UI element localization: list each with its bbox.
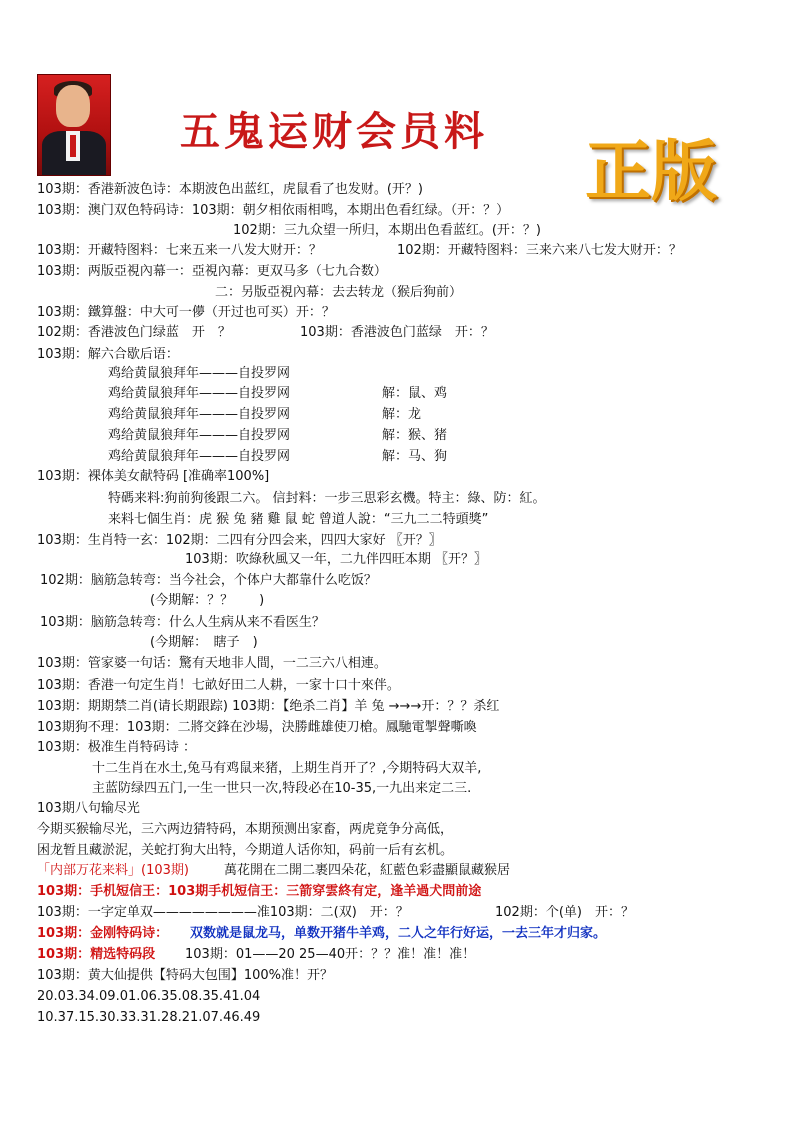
line-riddle-answer-5: 解：马、狗	[382, 449, 448, 464]
line-odd-even-103: 103期：一字定单双————————准103期：二(双) 开：？	[37, 905, 409, 920]
line-zodiac-poem-1: 十二生肖在水土,兔马有鸡鼠来猪，上期生肖开了？,今期特码大双羊,	[92, 761, 482, 776]
line-hk-wave-gate-103: 103期：香港波色门蓝绿 开：？	[300, 325, 494, 340]
line-riddle-heading: 103期：解六合歇后语：	[37, 347, 179, 362]
line-brain-teaser-102-answer: (今期解：？？ )	[150, 593, 265, 608]
line-vajra-poem-text: 双数就是鼠龙马，单数开猪牛羊鸡，二人之年行好运，一去三年才归家。	[190, 926, 607, 941]
line-seven-zodiac: 来料七個生肖：虎 猴 兔 豬 雞 鼠 蛇 曾道人說：“三九二二特頭獎”	[108, 512, 489, 527]
line-selected-range-text: 103期：01——20 25—40开：？？准！准！准！	[185, 947, 476, 962]
line-riddle-row-5: 鸡给黄鼠狼拜年———自投罗网	[108, 449, 291, 464]
line-numbers-row-1: 20.03.34.09.01.06.35.08.35.41.04	[37, 989, 261, 1004]
portrait-tie	[70, 135, 76, 157]
line-hk-wave-gate-102: 102期：香港波色门绿蓝 开 ？	[37, 325, 231, 340]
line-brain-teaser-102: 102期：脑筋急转弯：当今社会，个体户大都靠什么吃饭？	[40, 573, 377, 588]
line-wong-tai-sin: 103期：黄大仙提供【特码大包围】100%准！开？	[37, 968, 333, 983]
line-riddle-row-3: 鸡给黄鼠狼拜年———自投罗网	[108, 407, 291, 422]
line-vajra-poem-label: 103期：金刚特码诗：	[37, 926, 169, 941]
line-internal-flower-text: 萬花開在二開二裹四朵花，紅藍色彩盡顯鼠藏猴居	[224, 863, 511, 878]
line-odd-even-102: 102期：个(单) 开：？	[495, 905, 634, 920]
line-zodiac-special-103: 103期：吹綠秋風又一年，二九伴四旺本期 〖开？〗	[185, 552, 487, 567]
line-numbers-row-2: 10.37.15.30.33.31.28.21.07.46.49	[37, 1010, 261, 1025]
line-zodiac-poem-2: 主蓝防绿四五门,一生一世只一次,特段必在10-35,一九出来定二三.	[92, 781, 472, 796]
portrait-face	[56, 85, 90, 127]
line-atv-inside-1: 103期：两版亞視內幕一：亞視內幕：更双马多（七九合数）	[37, 264, 387, 279]
line-ban-two-zodiac: 103期：期期禁二肖(请长期跟踪) 103期：【绝杀二肖】羊 兔 →→→开：？？杀红	[37, 699, 500, 714]
line-riddle-row-2: 鸡给黄鼠狼拜年———自投罗网	[108, 386, 291, 401]
line-sms-king: 103期：手机短信王：103期手机短信王：三箭穿雲終有定，逢羊過犬問前途	[37, 884, 482, 899]
line-brain-teaser-103-answer: (今期解： 瞎子 )	[150, 635, 258, 650]
line-zodiac-special-102: 103期：生肖特一玄：102期：二四有分四会来，四四大家好 〖开？〗	[37, 533, 442, 548]
line-selected-range-label: 103期：精选特码段	[37, 947, 156, 962]
line-open-tibet-103: 103期：开藏特图料：七来五来一八发大财开：？	[37, 243, 322, 258]
line-brain-teaser-103: 103期：脑筋急转弯：什么人生病从来不看医生？	[40, 615, 325, 630]
line-dog-ignore: 103期狗不理：103期：二將交鋒在沙場，決勝雌雄使刀槍。鳳馳電掣聲嘶喚	[37, 720, 477, 735]
genuine-badge: 正版	[585, 133, 717, 210]
line-hk-zodiac-saying: 103期：香港一句定生肖！七畝好田二人耕，一家十口十來伴。	[37, 678, 400, 693]
line-riddle-row-4: 鸡给黄鼠狼拜年———自投罗网	[108, 428, 291, 443]
line-iron-abacus: 103期：鐵算盤：中大可一儚（开过也可买）开：？	[37, 305, 335, 320]
line-atv-inside-2: 二：另版亞視內幕：去去转龙（猴后狗前）	[215, 285, 463, 300]
line-riddle-answer-4: 解：猴、猪	[382, 428, 448, 443]
line-housekeeper-saying: 103期：管家婆一句话：驚有天地非人間，一二三六八相連。	[37, 656, 387, 671]
line-internal-flower-label: 「内部万花来料」(103期)	[37, 863, 189, 878]
line-eight-sentences-heading: 103期八句输尽光	[37, 801, 140, 816]
line-eight-sentences-1: 今期买猴输尽光，三六两边猜特码，本期预测出家畜，两虎竟争分高低，	[37, 822, 454, 837]
line-eight-sentences-2: 困龙暂且藏淤泥，关蛇打狗大出特，今期道人话你知，码前一后有玄机。	[37, 843, 454, 858]
line-open-tibet-102: 102期：开藏特图料：三来六来八七发大财开：？	[397, 243, 682, 258]
line-hk-wave-color-poem: 103期：香港新波色诗：本期波色出蓝红，虎鼠看了也发财。(开？)	[37, 182, 423, 197]
line-riddle-answer-3: 解：龙	[382, 407, 422, 422]
page-title: 五鬼运财会员料	[180, 108, 488, 155]
line-nude-beauty-code: 103期：裸体美女献特码 [准确率100%]	[37, 469, 270, 484]
line-macau-two-color-poem: 103期：澳门双色特码诗：103期：朝夕相依雨相鸣，本期出色看红绿。（开：？）	[37, 203, 510, 218]
line-accurate-zodiac-poem: 103期：极准生肖特码诗 ：	[37, 740, 196, 755]
line-macau-two-color-poem-102: 102期：三九众望一所归，本期出色看蓝红。(开：？)	[233, 223, 541, 238]
line-special-code-material: 特碼来料:狗前狗後跟二六。 信封料：一步三思彩玄機。特主：綠、防：紅。	[108, 491, 546, 506]
line-riddle-row-1: 鸡给黄鼠狼拜年———自投罗网	[108, 366, 291, 381]
member-portrait-photo	[37, 74, 111, 176]
line-riddle-answer-2: 解：鼠、鸡	[382, 386, 448, 401]
